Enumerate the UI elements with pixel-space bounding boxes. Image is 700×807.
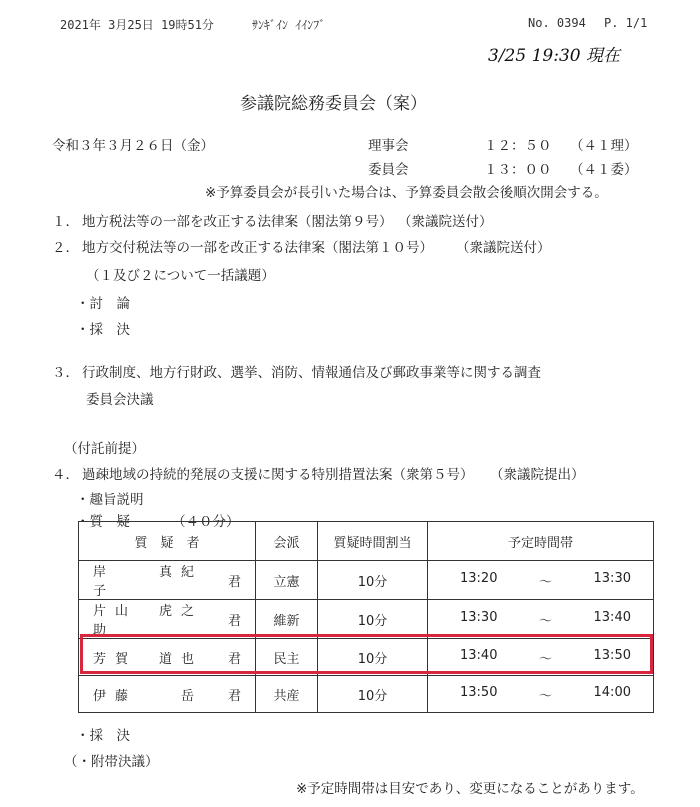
- questioner-name: 岸 真紀子: [93, 565, 204, 599]
- pre-commit-note: （付託前提）: [64, 441, 145, 457]
- header-party: 会派: [256, 522, 318, 561]
- allocation-cell: 10分: [318, 676, 428, 713]
- header-schedule: 予定時間帯: [428, 522, 654, 561]
- questioner-name: 片山 虎之助: [93, 604, 204, 638]
- honorific: 君: [227, 574, 241, 590]
- page-title: 参議院総務委員会（案）: [240, 94, 427, 114]
- questioner-name: 芳賀 道也: [93, 651, 204, 667]
- meeting-date: 令和３年３月２６日（金）: [52, 138, 214, 154]
- item-3-sub: 委員会決議: [86, 392, 154, 408]
- time-separator: ～: [538, 613, 552, 629]
- time-separator: ～: [538, 574, 552, 590]
- meeting-time-0: １２：５０: [484, 138, 552, 154]
- allocation-cell: 10分: [318, 600, 428, 639]
- honorific: 君: [227, 651, 241, 667]
- item-4-origin: （衆議院提出）: [490, 467, 585, 483]
- item-4-text: 過疎地域の持続的発展の支援に関する特別措置法案（衆第５号）: [82, 467, 474, 483]
- purpose-step: ・趣旨説明: [76, 492, 144, 508]
- budget-note: ※予算委員会が長引いた場合は、予算委員会散会後順次開会する。: [205, 185, 608, 201]
- party-cell: 維新: [256, 600, 318, 639]
- fax-datetime: 2021年 3月25日 19時51分: [60, 18, 214, 32]
- supplementary-resolution: （・附帯決議）: [64, 754, 159, 770]
- start-time: 13:20: [460, 570, 498, 586]
- allocation-cell: 10分: [318, 639, 428, 676]
- party-cell: 共産: [256, 676, 318, 713]
- item-3-text: 行政制度、地方行財政、選挙、消防、情報通信及び郵政事業等に関する調査: [82, 365, 541, 381]
- time-separator: ～: [538, 688, 552, 704]
- meeting-time-1: １３：００: [484, 162, 552, 178]
- meeting-note-1: （４１委）: [570, 162, 638, 178]
- vote-step-1: ・採 決: [76, 322, 130, 338]
- item-2-origin: （衆議院送付）: [456, 240, 551, 256]
- questioner-cell: [79, 676, 256, 713]
- schedule-cell: [428, 600, 654, 639]
- item-2-text: 地方交付税法等の一部を改正する法律案（閣法第１０号）: [82, 240, 433, 256]
- fax-number: No. 0394: [528, 16, 586, 30]
- item-1-number: １．: [52, 214, 79, 230]
- questioner-cell: [79, 639, 256, 676]
- fax-sender: ｻﾝｷﾞｲﾝ ｲｲﾝﾌﾞ: [252, 18, 326, 32]
- table-header-row: [79, 522, 654, 561]
- item-1-origin: （衆議院送付）: [398, 214, 493, 230]
- question-time: （４０分）: [172, 514, 240, 530]
- item-4-number: ４．: [52, 467, 79, 483]
- header-allocation: 質疑時間割当: [318, 522, 428, 561]
- meeting-label-0: 理事会: [368, 138, 409, 154]
- vote-step-2: ・採 決: [76, 728, 130, 744]
- start-time: 13:40: [460, 647, 498, 663]
- end-time: 13:40: [593, 609, 631, 625]
- item-1-2-note: （１及び２について一括議題）: [86, 268, 275, 284]
- questioner-cell: [79, 600, 256, 639]
- table-row: [79, 561, 654, 600]
- honorific: 君: [227, 688, 241, 704]
- questioner-cell: [79, 561, 256, 600]
- questioner-name: 伊藤 岳: [93, 688, 204, 704]
- table-row: [79, 676, 654, 713]
- allocation-cell: 10分: [318, 561, 428, 600]
- footer-note: ※予定時間帯は目安であり、変更になることがあります。: [296, 781, 644, 797]
- end-time: 14:00: [593, 684, 631, 700]
- schedule-cell: [428, 676, 654, 713]
- question-step: ・質 疑: [76, 514, 130, 530]
- item-2-number: ２．: [52, 240, 79, 256]
- end-time: 13:30: [593, 570, 631, 586]
- party-cell: 民主: [256, 639, 318, 676]
- handwritten-note: 3/25 19:30 現在: [488, 46, 620, 66]
- item-3-number: ３．: [52, 365, 79, 381]
- debate-step: ・討 論: [76, 296, 130, 312]
- fax-page: P. 1/1: [604, 16, 648, 30]
- party-cell: 立憲: [256, 561, 318, 600]
- time-separator: ～: [538, 651, 552, 667]
- honorific: 君: [227, 613, 241, 629]
- start-time: 13:30: [460, 609, 498, 625]
- meeting-label-1: 委員会: [368, 162, 409, 178]
- questioner-table: [78, 521, 654, 713]
- end-time: 13:50: [593, 647, 631, 663]
- meeting-note-0: （４１理）: [570, 138, 638, 154]
- table-row-highlighted: [79, 639, 654, 676]
- header-questioner: 質 疑 者: [79, 522, 256, 561]
- item-1-text: 地方税法等の一部を改正する法律案（閣法第９号）: [82, 214, 393, 230]
- schedule-cell: [428, 561, 654, 600]
- start-time: 13:50: [460, 684, 498, 700]
- schedule-cell: [428, 639, 654, 676]
- table-row: [79, 600, 654, 639]
